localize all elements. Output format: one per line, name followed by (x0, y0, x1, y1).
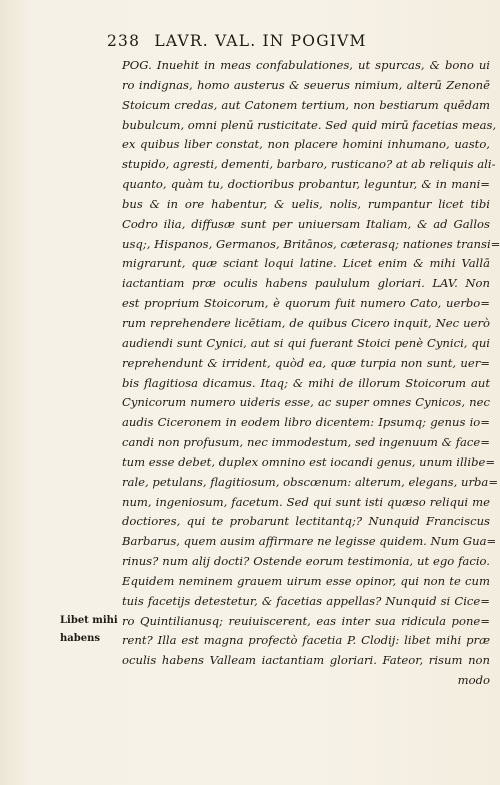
text-line: quanto, quàm tu, doctioribus probantur, leguntur, & in mani= (122, 177, 490, 192)
margin-note (60, 612, 120, 648)
text-line: stupido, agresti, dementi, barbaro, rusticano? at ab reliquis ali- (122, 157, 496, 172)
text-line: num, ingeniosum, facetum. Sed qui sunt isti quæso reliqui me (122, 494, 490, 509)
text-line: tum esse debet, duplex omnino est iocandi genus, unum illibe= (122, 454, 496, 469)
running-title: LAVR. VAL. IN POGIVM (154, 32, 367, 50)
text-line: audis Ciceronem in eodem libro dicentem: Ipsumq; genus io= (122, 415, 490, 430)
text-line: Cynicorum numero uideris esse, ac super omnes Cynicos, nec (122, 395, 490, 410)
text-line: POG. Inuehit in meas confabulationes, ut spurcas, & bono ui (122, 58, 490, 72)
margin-note-line: Libet mihi (60, 615, 118, 626)
text-line: Equidem neminem grauem uirum esse opinor, qui non te cum (122, 573, 490, 588)
page-number: 238 (107, 32, 141, 50)
text-line: audiendi sunt Cynici, aut si qui fuerant Stoici penè Cynici, qui (122, 335, 490, 350)
text-line: oculis habens Valleam iactantiam gloriari. Fateor, risum non (122, 653, 490, 668)
text-line: tuis facetijs detestetur, & facetias appellas? Nunquid si Cice= (122, 593, 490, 608)
text-line: bubulcum, omni plenū rusticitate. Sed quid mirū facetias meas, (122, 117, 497, 132)
text-line: ro indignas, homo austerus & seuerus nimium, alterū Zenonē (122, 77, 490, 92)
text-line: modo (457, 673, 490, 688)
text-line: reprehendunt & irrident, quòd ea, quæ turpia non sunt, uer= (122, 355, 490, 370)
text-line: usq;, Hispanos, Germanos, Britānos, cæterasq; nationes transi= (122, 236, 500, 251)
text-line: iactantiam præ oculis habens paululum gloriari. LAV. Non (122, 276, 490, 291)
text-line: rale, petulans, flagitiosum, obscœnum: alterum, elegans, urba= (122, 474, 499, 489)
text-line: bis flagitiosa dicamus. Itaq; & mihi de illorum Stoicorum aut (122, 375, 490, 390)
text-line: Stoicum credas, aut Catonem tertium, non bestiarum quēdam (122, 97, 490, 112)
text-line: doctiores, qui te probarunt lectitantq;? Nunquid Franciscus (122, 514, 490, 529)
text-line: bus & in ore habentur, & uelis, nolis, rumpantur licet tibi (122, 196, 490, 211)
text-line: Codro ilia, diffusæ sunt per uniuersam Italiam, & ad Gallos (122, 216, 490, 231)
running-header (107, 32, 487, 50)
text-line: candi non profusum, nec immodestum, sed ingenuum & face= (122, 435, 490, 450)
text-line: est proprium Stoicorum, è quorum fuit numero Cato, uerbo= (122, 296, 490, 311)
body-text (122, 56, 500, 691)
text-line: ex quibus liber constat, non placere homini inhumano, uasto, (122, 137, 490, 152)
margin-note-line: habens (60, 633, 101, 644)
text-line: ro Quintilianusq; reuiuiscerent, eas inter sua ridicula pone= (122, 613, 490, 628)
text-line: rum reprehendere licētiam, de quibus Cicero inquit, Nec uerò (122, 315, 490, 330)
text-line: rinus? num alij docti? Ostende eorum testimonia, ut ego facio. (122, 554, 490, 569)
text-line: Barbarus, quem ausim affirmare ne legisse quidem. Num Gua= (122, 534, 497, 549)
text-line: migrarunt, quæ sciant loqui latine. Licet enim & mihi Vallā (122, 256, 490, 271)
text-line: rent? Illa est magna profectò facetia P. Clodij: libet mihi præ (122, 633, 490, 648)
